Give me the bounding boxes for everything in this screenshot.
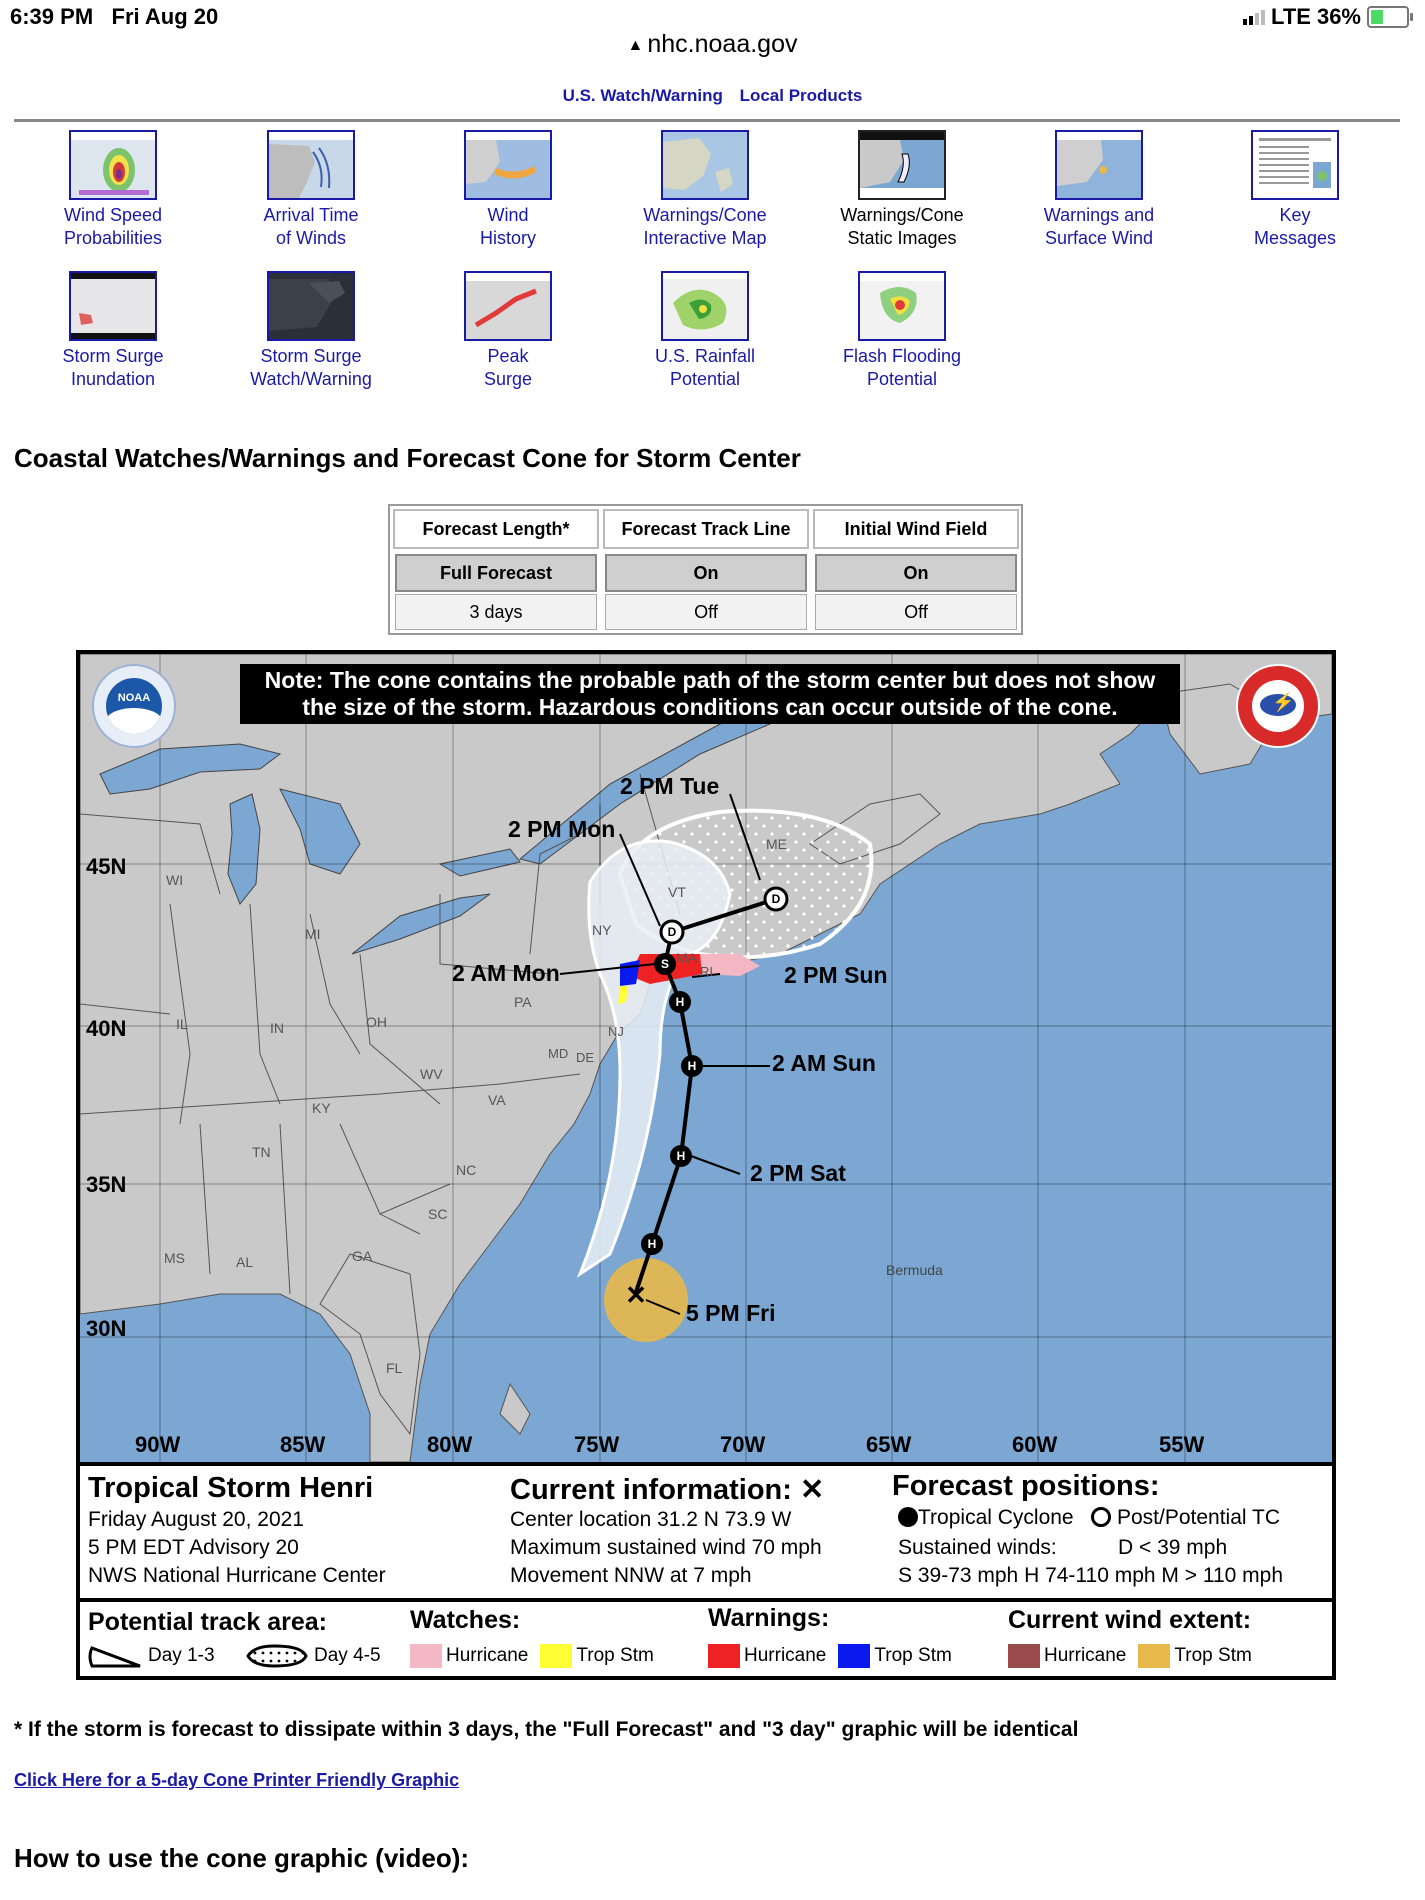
- lon-label: 60W: [1012, 1432, 1058, 1457]
- nav-link-us-watch-warning[interactable]: U.S. Watch/Warning: [562, 86, 723, 105]
- state-label: MS: [164, 1250, 185, 1266]
- svg-text:H: H: [675, 995, 685, 1009]
- option-track-line-on[interactable]: On: [605, 554, 807, 592]
- stippled-cone-icon: [244, 1642, 310, 1670]
- storm-date: Friday August 20, 2021: [88, 1508, 304, 1531]
- warning-legend: Hurricane Trop Stm: [708, 1644, 952, 1668]
- svg-text:D: D: [667, 925, 677, 939]
- state-label: DE: [576, 1050, 595, 1065]
- state-label: GA: [352, 1248, 373, 1264]
- sustained-winds-row: Sustained winds: D < 39 mph: [898, 1536, 1228, 1559]
- hurricane-extent-swatch: [1008, 1644, 1040, 1668]
- surface-wind-thumbnail: [1055, 130, 1143, 200]
- lon-label: 70W: [720, 1432, 766, 1457]
- track-label-2pm-tue: 2 PM Tue: [620, 773, 720, 799]
- current-info-title: Current information: ✕: [510, 1474, 825, 1506]
- arrival-time-thumbnail: [267, 130, 355, 200]
- track-label-2pm-sun: 2 PM Sun: [784, 962, 888, 988]
- trop-extent-swatch: [1138, 1644, 1170, 1668]
- product-warnings-and-surface-wind[interactable]: Warnings and Surface Wind: [1004, 130, 1194, 250]
- flash-flooding-thumbnail: [858, 271, 946, 341]
- interactive-map-thumbnail: [661, 130, 749, 200]
- storm-info-panel: [80, 1462, 1332, 1602]
- rainfall-thumbnail: [661, 271, 749, 341]
- track-label-2pm-mon: 2 PM Mon: [508, 816, 616, 842]
- divider: [14, 119, 1400, 122]
- url-bar[interactable]: [0, 30, 1425, 59]
- track-label-5pm-fri: 5 PM Fri: [686, 1300, 776, 1326]
- footnote: * If the storm is forecast to dissipate within 3 days, the "Full Forecast" and "3 day" graphic will be identical: [14, 1718, 1079, 1741]
- bermuda-label: Bermuda: [886, 1262, 943, 1278]
- header-forecast-length: Forecast Length*: [393, 509, 599, 549]
- svg-text:S: S: [660, 957, 670, 971]
- url-text: nhc.noaa.gov: [647, 30, 798, 58]
- cone-outline-icon: [88, 1642, 144, 1670]
- watch-legend: Hurricane Trop Stm: [410, 1644, 654, 1668]
- wind-speed-thumbnail: [69, 130, 157, 200]
- trop-warning-swatch: [838, 1644, 870, 1668]
- option-3-days[interactable]: 3 days: [395, 594, 597, 630]
- advisory: 5 PM EDT Advisory 20: [88, 1536, 299, 1559]
- map-legend: [80, 1602, 1332, 1676]
- product-storm-surge-watch-warning[interactable]: Storm Surge Watch/Warning: [216, 271, 406, 391]
- issuing-center: NWS National Hurricane Center: [88, 1564, 386, 1587]
- current-movement: Movement NNW at 7 mph: [510, 1564, 752, 1587]
- state-label: SC: [428, 1206, 448, 1222]
- surge-inundation-thumbnail: [69, 271, 157, 341]
- option-wind-field-on[interactable]: On: [815, 554, 1017, 592]
- hurricane-watch-swatch: [410, 1644, 442, 1668]
- map-labels: [80, 654, 1332, 1462]
- section-title: Coastal Watches/Warnings and Forecast Cone for Storm Center: [14, 443, 801, 473]
- top-nav: [0, 86, 1425, 106]
- state-label: VT: [668, 884, 686, 900]
- state-label: NY: [592, 922, 612, 938]
- watches-title: Watches:: [410, 1606, 521, 1634]
- product-peak-surge[interactable]: Peak Surge: [413, 271, 603, 391]
- track-label-2am-sun: 2 AM Sun: [772, 1050, 876, 1076]
- state-label: WV: [420, 1066, 443, 1082]
- open-circle-icon: [1091, 1507, 1111, 1527]
- nav-link-local-products[interactable]: Local Products: [739, 86, 863, 105]
- warnings-title: Warnings:: [708, 1604, 830, 1632]
- svg-text:H: H: [647, 1237, 657, 1251]
- product-key-messages[interactable]: Key Messages: [1200, 130, 1390, 250]
- lon-label: 85W: [280, 1432, 326, 1457]
- state-label: MA: [676, 950, 697, 966]
- state-label: PA: [514, 994, 532, 1010]
- header-forecast-track-line: Forecast Track Line: [603, 509, 809, 549]
- forecast-controls: [388, 504, 1023, 635]
- state-label: MD: [548, 1046, 569, 1061]
- svg-text:H: H: [687, 1059, 697, 1073]
- forecast-cone-graphic: [76, 650, 1336, 1680]
- lat-label: 35N: [86, 1172, 127, 1197]
- state-label: NC: [456, 1162, 477, 1178]
- state-label: AL: [236, 1254, 254, 1270]
- track-label-2pm-sat: 2 PM Sat: [750, 1160, 846, 1186]
- static-images-thumbnail: [858, 130, 946, 200]
- product-us-rainfall-potential[interactable]: U.S. Rainfall Potential: [610, 271, 800, 391]
- state-label: MI: [305, 926, 321, 942]
- video-section-title: How to use the cone graphic (video):: [14, 1843, 470, 1873]
- current-position-x: ✕: [625, 1280, 647, 1310]
- product-flash-flooding-potential[interactable]: Flash Flooding Potential: [807, 271, 997, 391]
- state-label: RI: [700, 964, 713, 979]
- product-arrival-time-of-winds[interactable]: Arrival Time of Winds: [216, 130, 406, 250]
- product-storm-surge-inundation[interactable]: Storm Surge Inundation: [18, 271, 208, 391]
- forecast-positions-title: Forecast positions:: [892, 1470, 1160, 1502]
- sustained-winds-scale: S 39-73 mph H 74-110 mph M > 110 mph: [898, 1564, 1284, 1587]
- product-wind-history[interactable]: Wind History: [413, 130, 603, 250]
- printer-friendly-link[interactable]: Click Here for a 5-day Cone Printer Friendly Graphic: [14, 1770, 460, 1790]
- storm-name: Tropical Storm Henri: [88, 1472, 374, 1504]
- day-1-3-legend: Day 1-3: [88, 1642, 215, 1670]
- product-warnings-cone-static-images[interactable]: Warnings/Cone Static Images: [807, 130, 997, 250]
- state-label: VA: [488, 1092, 506, 1108]
- key-messages-thumbnail: [1251, 130, 1339, 200]
- peak-surge-thumbnail: [464, 271, 552, 341]
- day-4-5-legend: Day 4-5: [244, 1642, 381, 1670]
- state-label: FL: [386, 1360, 403, 1376]
- lat-label: 45N: [86, 854, 127, 879]
- wind-extent-legend: Hurricane Trop Stm: [1008, 1644, 1252, 1668]
- lock-icon: ▲: [627, 37, 644, 54]
- status-bar: [0, 0, 1425, 34]
- forecast-legend: Tropical Cyclone Post/Potential TC: [898, 1506, 1280, 1530]
- state-label: OH: [366, 1014, 387, 1030]
- trop-watch-swatch: [540, 1644, 572, 1668]
- option-wind-field-off[interactable]: Off: [815, 594, 1017, 630]
- status-time: 6:39 PM Fri Aug 20: [10, 4, 219, 29]
- svg-text:H: H: [676, 1149, 686, 1163]
- filled-circle-icon: [898, 1507, 918, 1527]
- option-full-forecast[interactable]: Full Forecast: [395, 554, 597, 592]
- state-label: IN: [270, 1020, 284, 1036]
- lat-label: 30N: [86, 1316, 127, 1341]
- track-area-title: Potential track area:: [88, 1608, 327, 1636]
- state-label: NJ: [608, 1024, 624, 1039]
- header-initial-wind-field: Initial Wind Field: [813, 509, 1019, 549]
- noaa-logo-text: NOAA: [117, 692, 151, 704]
- wind-extent-title: Current wind extent:: [1008, 1606, 1252, 1634]
- track-label-2am-mon: 2 AM Mon: [452, 960, 560, 986]
- current-location: Center location 31.2 N 73.9 W: [510, 1508, 792, 1531]
- state-label: IL: [176, 1016, 188, 1032]
- lat-label: 40N: [86, 1016, 127, 1041]
- product-warnings-cone-interactive-map[interactable]: Warnings/Cone Interactive Map: [610, 130, 800, 250]
- option-track-line-off[interactable]: Off: [605, 594, 807, 630]
- lon-label: 90W: [135, 1432, 181, 1457]
- state-label: TN: [252, 1144, 271, 1160]
- signal-icon: [1243, 9, 1265, 25]
- x-icon: ✕: [800, 1474, 825, 1506]
- lon-label: 75W: [574, 1432, 620, 1457]
- status-right: [1243, 4, 1409, 30]
- lon-label: 55W: [1159, 1432, 1205, 1457]
- surge-watch-thumbnail: [267, 271, 355, 341]
- state-label: ME: [766, 836, 787, 852]
- hurricane-warning-swatch: [708, 1644, 740, 1668]
- svg-text:D: D: [771, 892, 781, 906]
- nws-logo: ⚡: [1236, 664, 1320, 748]
- lon-label: 65W: [866, 1432, 912, 1457]
- network-label: LTE: [1271, 4, 1311, 29]
- noaa-logo: [92, 664, 176, 748]
- cone-note: Note: The cone contains the probable path of the storm center but does not show the size of the storm. Hazardous conditions can occur outside of the cone.: [240, 664, 1180, 724]
- battery-percent: 36%: [1316, 4, 1361, 29]
- current-wind: Maximum sustained wind 70 mph: [510, 1536, 822, 1559]
- battery-icon: [1367, 6, 1409, 28]
- state-label: KY: [312, 1100, 331, 1116]
- lon-label: 80W: [427, 1432, 473, 1457]
- wind-history-thumbnail: [464, 130, 552, 200]
- product-wind-speed-probabilities[interactable]: Wind Speed Probabilities: [18, 130, 208, 250]
- state-label: WI: [166, 872, 184, 888]
